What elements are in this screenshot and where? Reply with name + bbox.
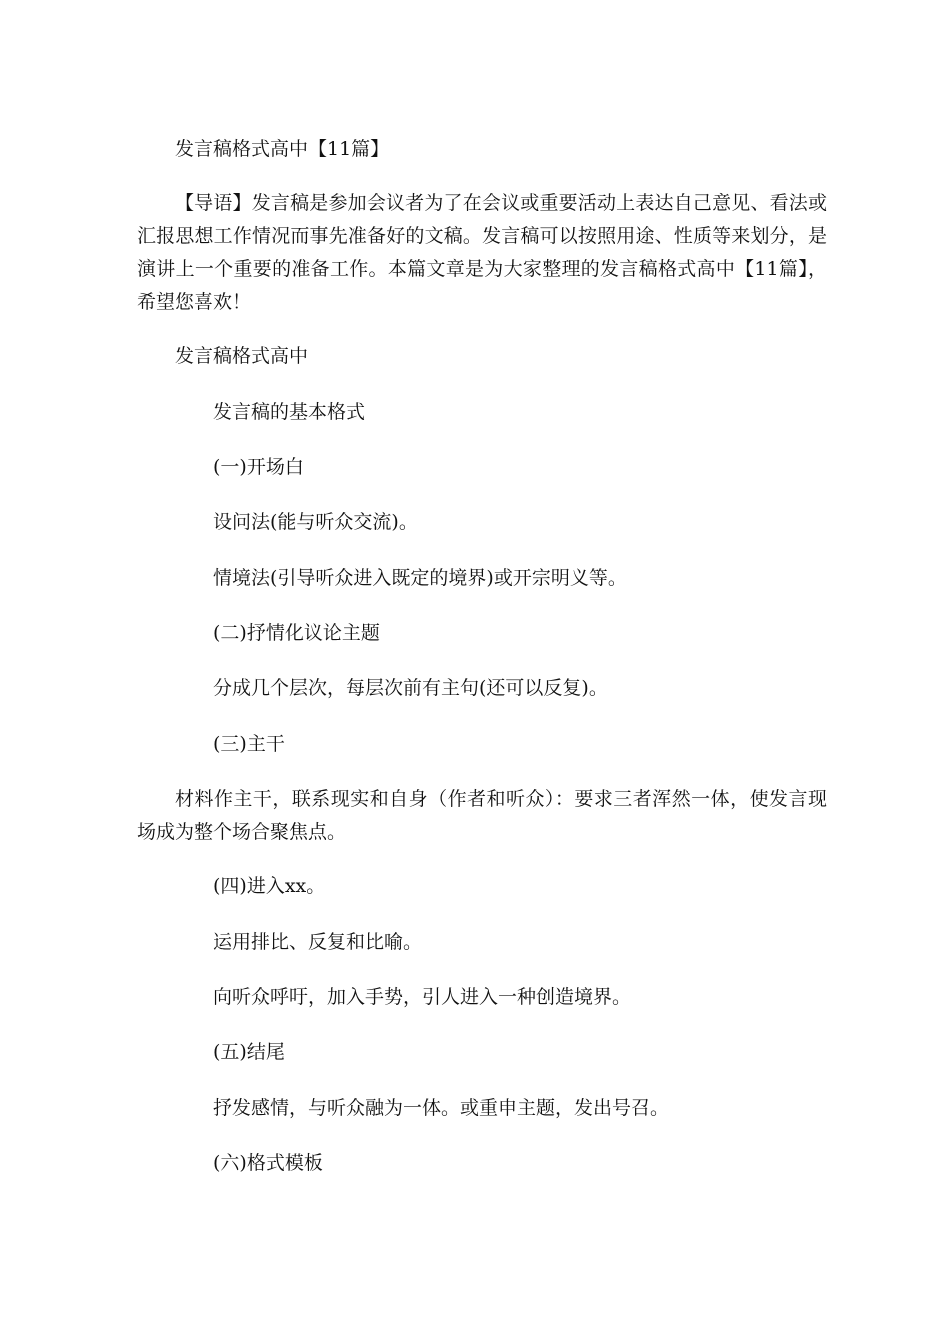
opening-title: (一)开场白 [213, 456, 304, 478]
ending-text: 抒发感情，与听众融为一体。或重申主题，发出号召。 [213, 1097, 670, 1119]
document-title: 发言稿格式高中【11篇】 [175, 138, 390, 160]
opening-method-2: 情境法(引导听众进入既定的境界)或开宗明义等。 [213, 567, 627, 589]
enter-text-1: 运用排比、反复和比喻。 [213, 931, 423, 953]
enter-title: (四)进入xx。 [213, 875, 326, 897]
theme-title: (二)抒情化议论主题 [213, 622, 380, 644]
trunk-paragraph: 材料作主干，联系现实和自身（作者和听众）：要求三者浑然一体，使发言现场成为整个场合聚焦点。 [137, 788, 827, 843]
opening-method-1: 设问法(能与听众交流)。 [213, 511, 418, 533]
enter-text-2: 向听众呼吁，加入手势，引人进入一种创造境界。 [213, 986, 632, 1008]
intro-paragraph: 【导语】发言稿是参加会议者为了在会议或重要活动上表达自己意见、看法或汇报思想工作情况而事先准备好的文稿。发言稿可以按照用途、性质等来划分，是演讲上一个重要的准备工作。本篇文章是为大家整理的发言稿格式高中【11篇】，希望您喜欢！ [137, 192, 827, 313]
trunk-title: (三)主干 [213, 733, 285, 755]
ending-title: (五)结尾 [213, 1041, 285, 1063]
theme-text: 分成几个层次，每层次前有主句(还可以反复)。 [213, 677, 608, 699]
template-title: (六)格式模板 [213, 1152, 323, 1174]
subheading-basic-format: 发言稿的基本格式 [213, 401, 366, 423]
section-heading: 发言稿格式高中 [175, 345, 309, 367]
